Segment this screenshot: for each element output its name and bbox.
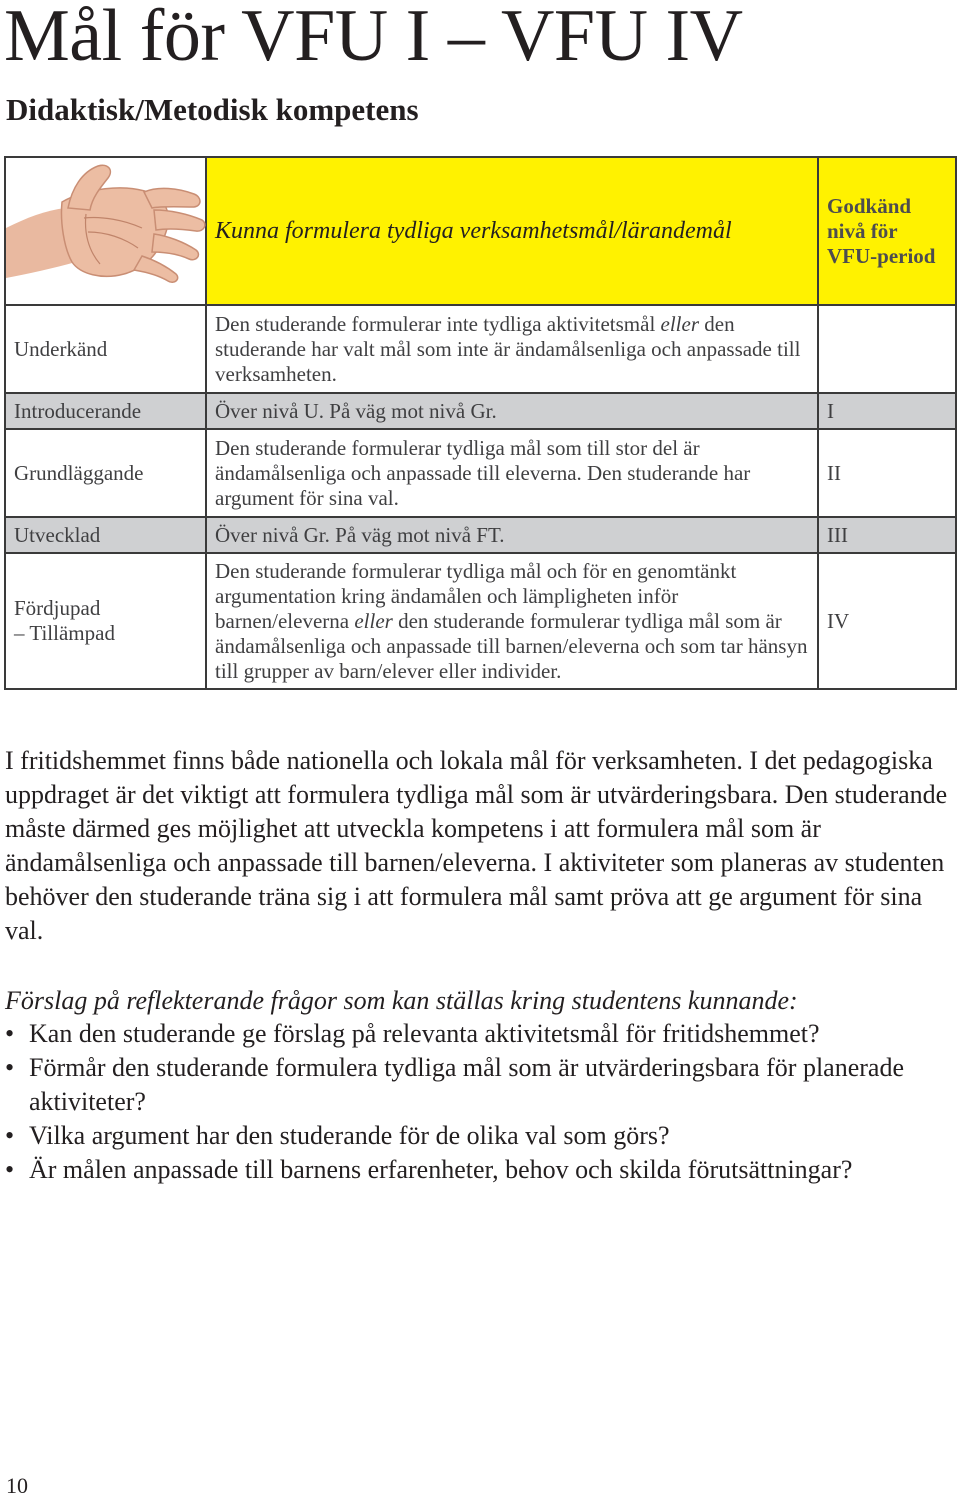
level-cell: Underkänd — [5, 305, 206, 393]
hand-icon — [6, 158, 207, 298]
period-cell: IV — [818, 553, 956, 689]
description-cell: Den studerande formulerar inte tydliga aktivitetsmål eller den studerande har valt mål som inte är ändamålsenliga och anpassade till verksamheten. — [206, 305, 818, 393]
goal-header-cell — [206, 157, 818, 305]
list-item: • Vilka argument har den studerande för de olika val som görs? — [5, 1119, 950, 1153]
period-cell: II — [818, 429, 956, 517]
table-row-introducerande — [5, 393, 956, 429]
reflection-questions-list — [5, 1017, 950, 1187]
bullet-icon: • — [5, 1053, 15, 1082]
approved-label-line: nivå för — [827, 218, 898, 243]
bullet-icon: • — [5, 1121, 15, 1150]
list-item: • Är målen anpassade till barnens erfarenheter, behov och skilda förutsättningar? — [5, 1153, 950, 1187]
page-title: Mål för VFU I – VFU IV — [4, 0, 743, 77]
bullet-icon: • — [5, 1019, 15, 1048]
description-cell: Den studerande formulerar tydliga mål och för en genomtänkt argumentation kring ändamålen och lämpligheten inför barnen/eleverna eller den studerande formulerar tydliga mål som är ändamålsenliga och anpassade till barnen/eleverna och som tar hänsyn till grupper av barn/elever eller individer. — [206, 553, 818, 689]
goals-table — [4, 156, 957, 690]
table-row-fordjupad — [5, 553, 956, 689]
period-cell: III — [818, 517, 956, 553]
level-cell: Utvecklad — [5, 517, 206, 553]
table-header-row — [5, 157, 956, 305]
body-paragraph: I fritidshemmet finns både nationella och lokala mål för verksamheten. I det pedagogiska uppdraget är det viktigt att formulera tydliga mål som är utvärderingsbara. Den studerande måste därmed ges möjlighet att utveckla kompetens i att formulera mål som är ändamålsenliga och anpassade till barnen/eleverna. I aktiviteter som planeras av studenten behöver den studerande träna sig i att formulera mål samt pröva att ge argument för sina val. — [5, 746, 948, 945]
table-row-underkand — [5, 305, 956, 393]
list-item: • Kan den studerande ge förslag på relevanta aktivitetsmål för fritidshemmet? — [5, 1017, 950, 1051]
goal-title: Kunna formulera tydliga verksamhetsmål/lärandemål — [215, 217, 732, 244]
hand-image-cell — [5, 157, 206, 305]
bullet-icon: • — [5, 1155, 15, 1184]
period-cell — [818, 305, 956, 393]
description-cell: Över nivå U. På väg mot nivå Gr. — [206, 393, 818, 429]
reflection-heading: Förslag på reflekterande frågor som kan ställas kring studentens kunnande: — [5, 986, 798, 1015]
section-subtitle: Didaktisk/Metodisk kompetens — [6, 92, 419, 127]
table-row-grundlaggande — [5, 429, 956, 517]
approved-label-line: VFU-period — [827, 243, 936, 268]
level-cell: Fördjupad – Tillämpad — [5, 553, 206, 689]
table-row-utvecklad — [5, 517, 956, 553]
list-item: • Förmår den studerande formulera tydliga mål som är utvärderingsbara för planerade aktiviteter? — [5, 1053, 904, 1116]
period-cell: I — [818, 393, 956, 429]
approved-level-header — [818, 157, 956, 305]
page-number: 10 — [6, 1473, 28, 1498]
level-cell: Grundläggande — [5, 429, 206, 517]
description-cell: Den studerande formulerar tydliga mål som till stor del är ändamålsenliga och anpassade till eleverna. Den studerande har argument för sina val. — [206, 429, 818, 517]
level-cell: Introducerande — [5, 393, 206, 429]
description-cell: Över nivå Gr. På väg mot nivå FT. — [206, 517, 818, 553]
approved-label-line: Godkänd — [827, 193, 912, 218]
